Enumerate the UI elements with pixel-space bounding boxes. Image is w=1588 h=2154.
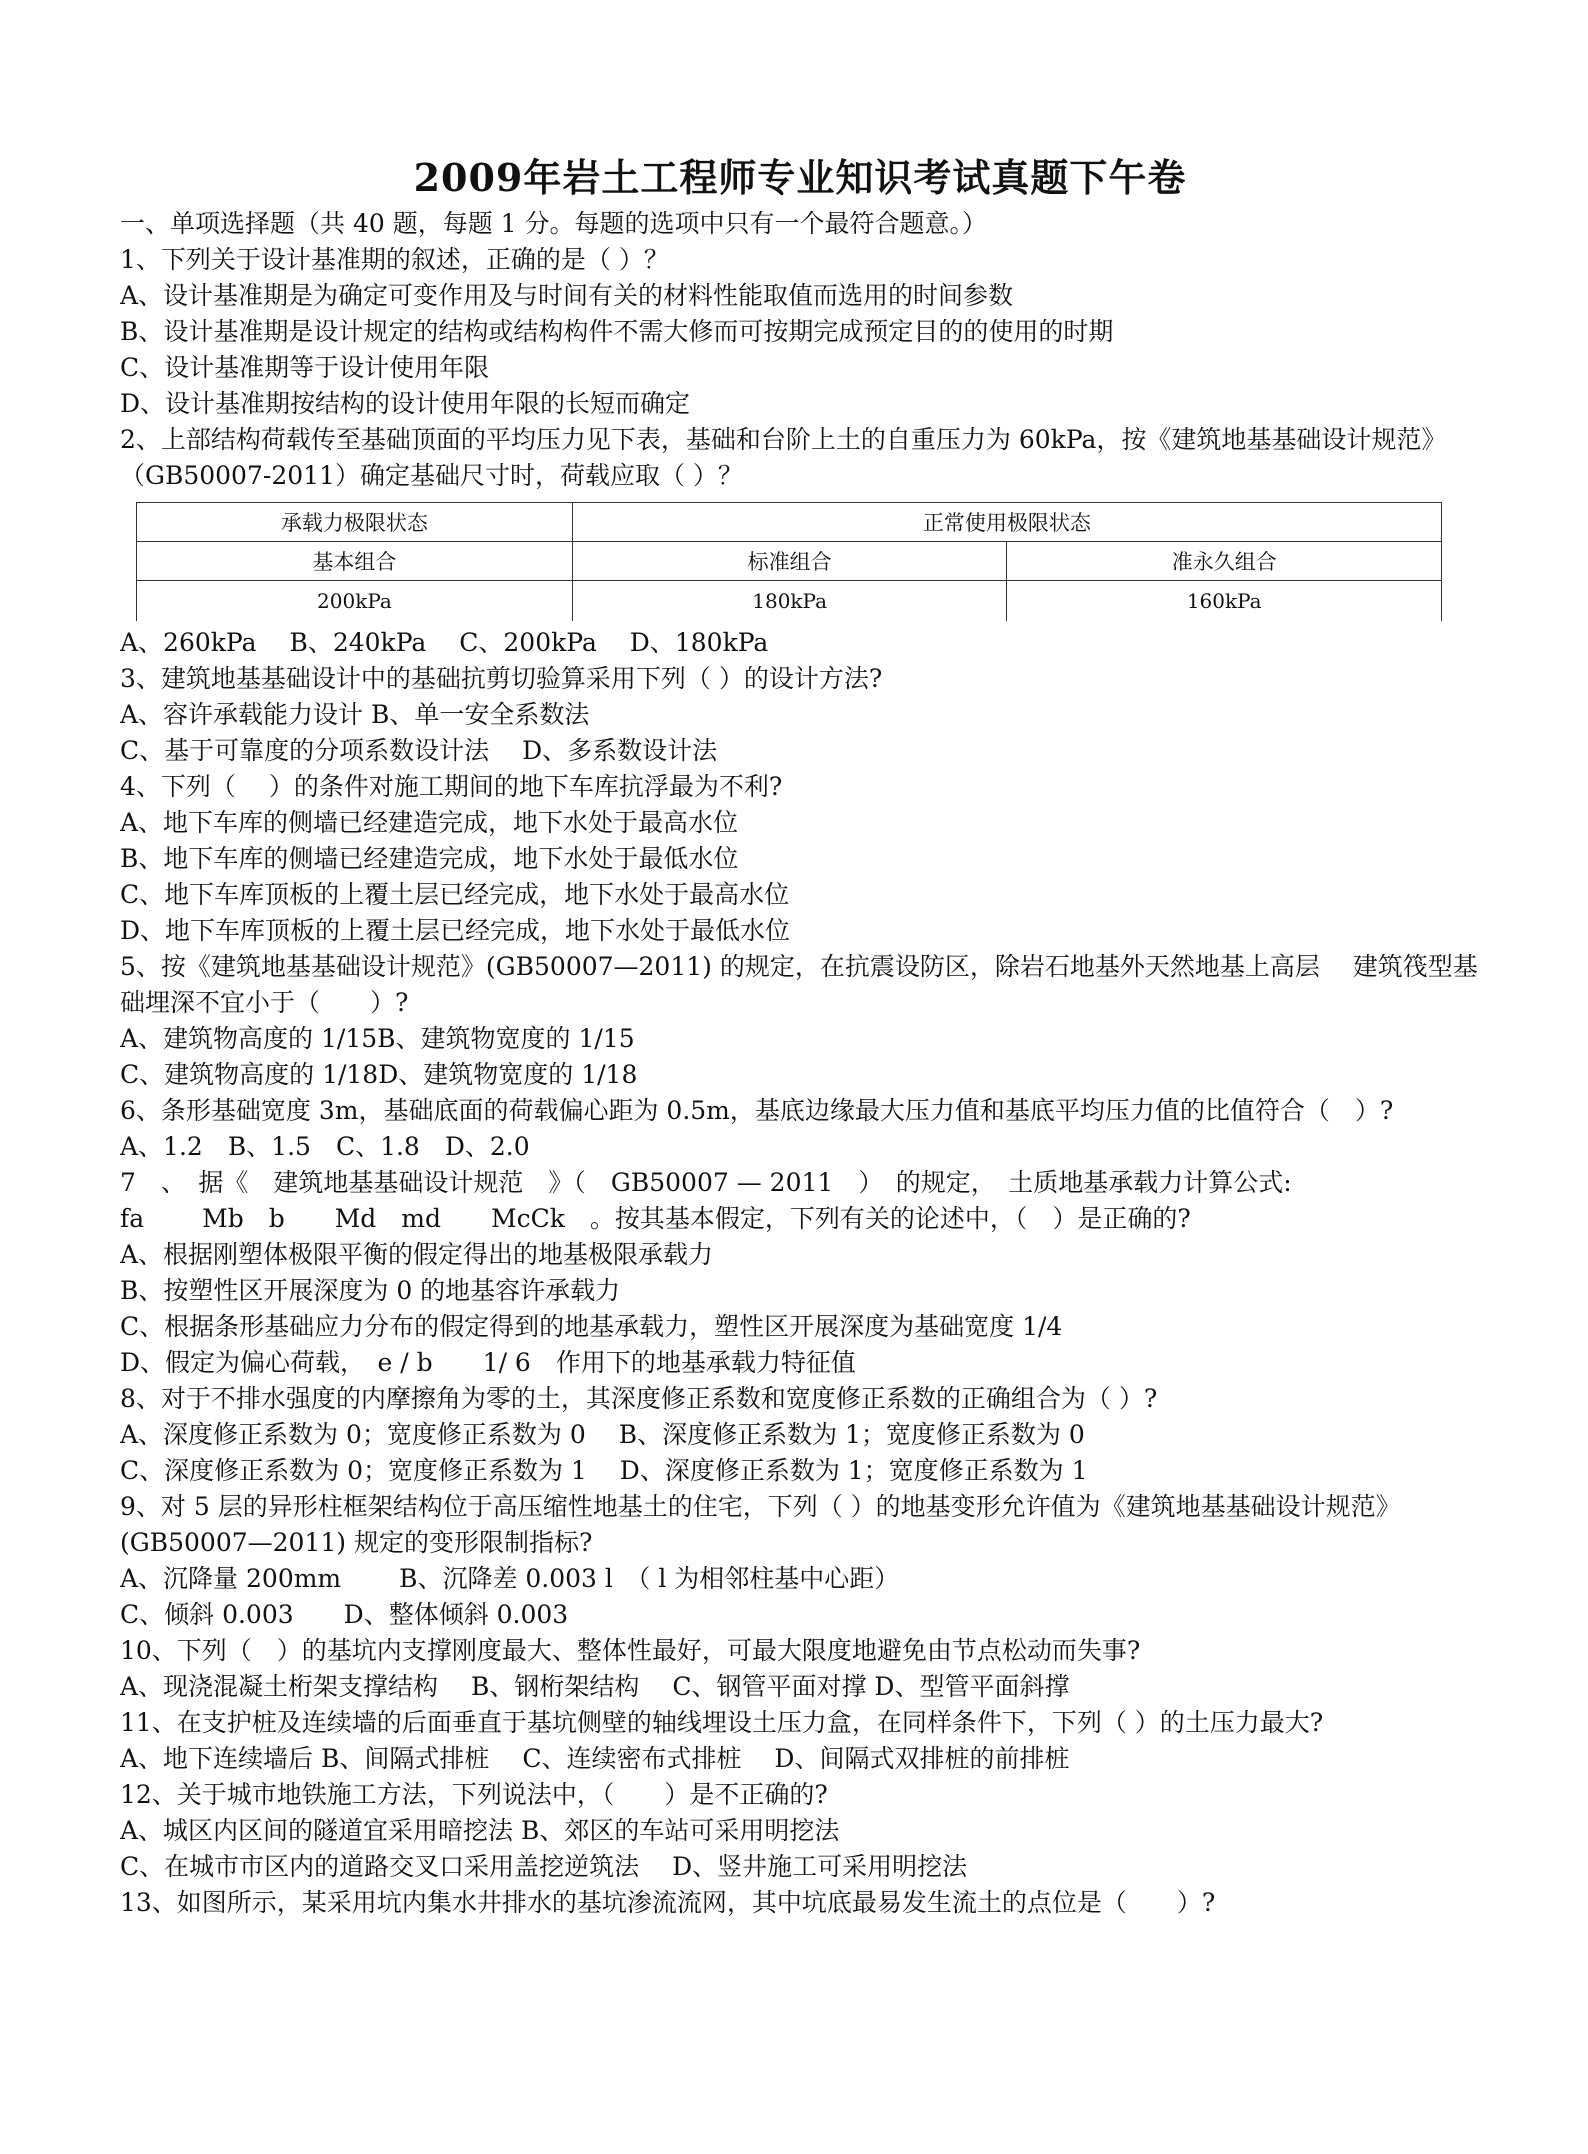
- option-a: A、设计基准期是为确定可变作用及与时间有关的材料性能取值而选用的时间参数: [120, 281, 1014, 310]
- options-ab: A、深度修正系数为 0；宽度修正系数为 0 B、深度修正系数为 1；宽度修正系数为 0: [120, 1420, 1085, 1449]
- options-ab: A、城区内区间的隧道宜采用暗挖法 B、郊区的车站可采用明挖法: [120, 1816, 840, 1845]
- question-7: [120, 1165, 1480, 1381]
- section-intro: 一、单项选择题（共 40 题，每题 1 分。每题的选项中只有一个最符合题意。）: [120, 209, 988, 238]
- options-line: A、现浇混凝土桁架支撑结构 B、钢桁架结构 C、钢管平面对撑 D、型管平面斜撑: [120, 1672, 1070, 1701]
- question-12: [120, 1777, 1480, 1885]
- header-standard-combination: 标准组合: [572, 542, 1007, 581]
- question-9: [120, 1489, 1480, 1633]
- question-stem: 9、对 5 层的异形柱框架结构位于高压缩性地基土的住宅，下列（ ）的地基变形允许值为《建筑地基基础设计规范》(GB50007—2011) 规定的变形限制指标?: [120, 1492, 1401, 1557]
- load-table: [136, 502, 1442, 621]
- page-title: 2009年岩土工程师专业知识考试真题下午卷: [413, 155, 1187, 200]
- question-6: [120, 1093, 1480, 1165]
- question-stem: 6、条形基础宽度 3m，基础底面的荷载偏心距为 0.5m，基底边缘最大压力值和基底平均压力值的比值符合（ ）?: [120, 1096, 1394, 1125]
- value-standard: 180kPa: [572, 581, 1007, 622]
- question-2: [120, 422, 1480, 661]
- question-11: [120, 1705, 1480, 1777]
- question-10: [120, 1633, 1480, 1705]
- options-line: A、1.2 B、1.5 C、1.8 D、2.0: [120, 1132, 530, 1161]
- options-cd: C、倾斜 0.003 D、整体倾斜 0.003: [120, 1600, 569, 1629]
- options-cd: C、在城市市区内的道路交叉口采用盖挖逆筑法 D、竖井施工可采用明挖法: [120, 1852, 968, 1881]
- question-stem: 8、对于不排水强度的内摩擦角为零的土，其深度修正系数和宽度修正系数的正确组合为（ ）?: [120, 1384, 1158, 1413]
- options-cd: C、基于可靠度的分项系数设计法 D、多系数设计法: [120, 736, 718, 765]
- option-c: C、根据条形基础应力分布的假定得到的地基承载力，塑性区开展深度为基础宽度 1/4: [120, 1312, 1063, 1341]
- value-basic: 200kPa: [137, 581, 573, 622]
- question-13: [120, 1885, 1480, 1921]
- question-5: [120, 949, 1480, 1093]
- options-cd: C、深度修正系数为 0；宽度修正系数为 1 D、深度修正系数为 1；宽度修正系数为 1: [120, 1456, 1088, 1485]
- header-service-state: 正常使用极限状态: [572, 503, 1441, 542]
- question-stem: 12、关于城市地铁施工方法，下列说法中，（ ）是不正确的?: [120, 1780, 828, 1809]
- option-d: D、假定为偏心荷载， e / b 1/ 6 作用下的地基承载力特征值: [120, 1348, 856, 1377]
- question-stem: 1、下列关于设计基准期的叙述，正确的是（ ）？: [120, 245, 669, 274]
- question-stem: 13、如图所示，某采用坑内集水井排水的基坑渗流流网，其中坑底最易发生流土的点位是（ ）?: [120, 1888, 1216, 1917]
- option-d: D、设计基准期按结构的设计使用年限的长短而确定: [120, 389, 691, 418]
- value-quasi: 160kPa: [1007, 581, 1442, 622]
- question-stem-line-2: fa Mb b Md md McCk 。按其基本假定，下列有关的论述中，（ ）是正确的?: [120, 1204, 1191, 1233]
- question-stem: 4、下列（ ）的条件对施工期间的地下车库抗浮最为不利?: [120, 772, 783, 801]
- question-stem: 3、建筑地基基础设计中的基础抗剪切验算采用下列（ ）的设计方法?: [120, 664, 883, 693]
- option-a: A、根据刚塑体极限平衡的假定得出的地基极限承载力: [120, 1240, 714, 1269]
- header-ultimate-state: 承载力极限状态: [137, 503, 573, 542]
- option-c: C、设计基准期等于设计使用年限: [120, 353, 490, 382]
- question-stem: 2、上部结构荷载传至基础顶面的平均压力见下表，基础和台阶上土的自重压力为 60kPa，按《建筑地基基础设计规范》（GB50007-2011）确定基础尺寸时，荷载应取（ ）？: [120, 425, 1447, 490]
- question-stem: 11、在支护桩及连续墙的后面垂直于基坑侧壁的轴线埋设土压力盒，在同样条件下，下列（ ）的土压力最大?: [120, 1708, 1324, 1737]
- options-line: A、地下连续墙后 B、间隔式排桩 C、连续密布式排桩 D、间隔式双排桩的前排桩: [120, 1744, 1070, 1773]
- option-d: D、地下车库顶板的上覆土层已经完成，地下水处于最低水位: [120, 916, 791, 945]
- options-ab: A、建筑物高度的 1/15B、建筑物宽度的 1/15: [120, 1024, 635, 1053]
- header-basic-combination: 基本组合: [137, 542, 573, 581]
- option-c: C、地下车库顶板的上覆土层已经完成，地下水处于最高水位: [120, 880, 790, 909]
- question-1: [120, 242, 1480, 422]
- question-stem-line-1: 7 、 据《 建筑地基基础设计规范 》（ GB50007 — 2011 ） 的规定， 土质地基承载力计算公式:: [120, 1168, 1292, 1197]
- question-3: [120, 661, 1480, 769]
- options-ab: A、容许承载能力设计 B、单一安全系数法: [120, 700, 590, 729]
- options-cd: C、建筑物高度的 1/18D、建筑物宽度的 1/18: [120, 1060, 638, 1089]
- options-ab: A、沉降量 200mm B、沉降差 0.003 l （ l 为相邻柱基中心距）: [120, 1564, 900, 1593]
- options-line: A、260kPa B、240kPa C、200kPa D、180kPa: [120, 628, 769, 657]
- header-quasi-permanent-combination: 准永久组合: [1007, 542, 1442, 581]
- question-stem: 5、按《建筑地基基础设计规范》(GB50007—2011) 的规定，在抗震设防区，除岩石地基外天然地基上高层 建筑筏型基础埋深不宜小于（ ）?: [120, 952, 1478, 1017]
- question-8: [120, 1381, 1480, 1489]
- option-b: B、设计基准期是设计规定的结构或结构构件不需大修而可按期完成预定目的的使用的时期: [120, 317, 1114, 346]
- question-4: [120, 769, 1480, 949]
- exam-page: [120, 150, 1480, 1921]
- option-b: B、按塑性区开展深度为 0 的地基容许承载力: [120, 1276, 621, 1305]
- option-a: A、地下车库的侧墙已经建造完成，地下水处于最高水位: [120, 808, 739, 837]
- question-stem: 10、下列（ ）的基坑内支撑刚度最大、整体性最好，可最大限度地避免由节点松动而失事?: [120, 1636, 1141, 1665]
- option-b: B、地下车库的侧墙已经建造完成，地下水处于最低水位: [120, 844, 739, 873]
